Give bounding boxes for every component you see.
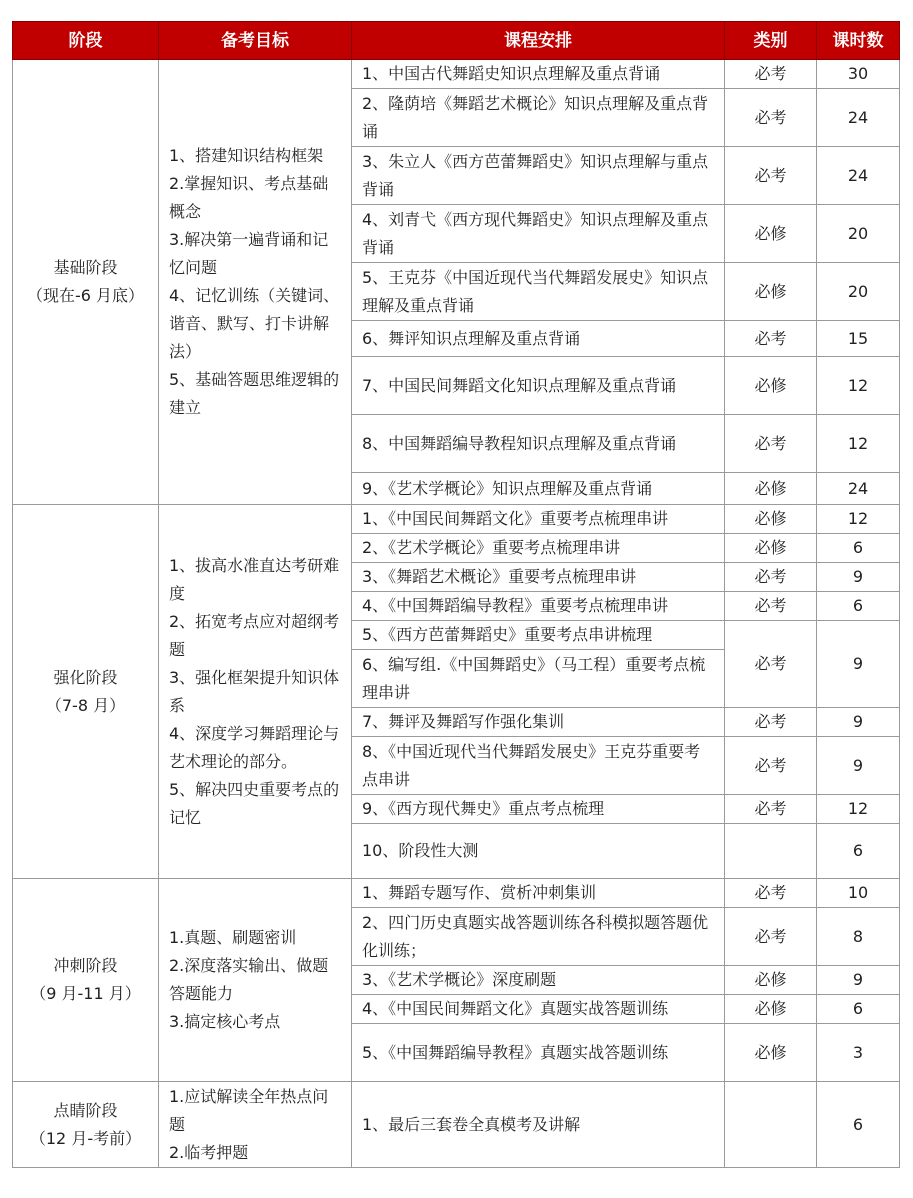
course-hours: 6 xyxy=(817,995,900,1024)
course-name: 1、中国古代舞蹈史知识点理解及重点背诵 xyxy=(352,60,725,89)
course-name: 7、舞评及舞蹈写作强化集训 xyxy=(352,708,725,737)
course-hours: 9 xyxy=(817,563,900,592)
course-name: 1、舞蹈专题写作、赏析冲刺集训 xyxy=(352,879,725,908)
course-category: 必考 xyxy=(725,415,817,473)
table-row xyxy=(13,1082,900,1168)
course-name: 2、《艺术学概论》重要考点梳理串讲 xyxy=(352,534,725,563)
stage-name: 基础阶段 xyxy=(53,258,118,277)
course-hours: 12 xyxy=(817,795,900,824)
course-hours: 20 xyxy=(817,205,900,263)
table-row xyxy=(13,60,900,89)
course-hours: 9 xyxy=(817,966,900,995)
stage-name: 点睛阶段 xyxy=(53,1100,118,1120)
goal-item: 1、搭建知识结构框架 xyxy=(169,146,324,165)
course-category: 必考 xyxy=(725,89,817,147)
course-name: 8、《中国近现代当代舞蹈发展史》王克芬重要考点串讲 xyxy=(352,737,725,795)
course-hours: 6 xyxy=(817,592,900,621)
course-category: 必考 xyxy=(725,879,817,908)
course-hours: 3 xyxy=(817,1024,900,1082)
course-name: 5、《西方芭蕾舞蹈史》重要考点串讲梳理 xyxy=(352,621,725,650)
course-hours: 6 xyxy=(817,824,900,879)
goal-cell xyxy=(159,505,352,879)
goal-item: 3.解决第一遍背诵和记忆问题 xyxy=(169,230,329,277)
course-category: 必考 xyxy=(725,708,817,737)
course-category xyxy=(725,824,817,879)
course-name: 3、《舞蹈艺术概论》重要考点梳理串讲 xyxy=(352,563,725,592)
goal-cell xyxy=(159,879,352,1082)
course-name: 5、王克芬《中国近现代当代舞蹈发展史》知识点理解及重点背诵 xyxy=(352,263,725,321)
goal-item: 4、记忆训练（关键词、谐音、默写、打卡讲解法） xyxy=(169,286,340,361)
course-hours: 12 xyxy=(817,505,900,534)
course-name: 6、舞评知识点理解及重点背诵 xyxy=(352,321,725,357)
course-name: 4、刘青弋《西方现代舞蹈史》知识点理解及重点背诵 xyxy=(352,205,725,263)
course-name: 6、编写组.《中国舞蹈史》（马工程）重要考点梳理串讲 xyxy=(352,650,725,708)
stage-cell xyxy=(13,879,159,1082)
course-category: 必修 xyxy=(725,995,817,1024)
stage-name: 冲刺阶段 xyxy=(53,956,118,975)
table-row xyxy=(13,879,900,908)
course-name: 3、朱立人《西方芭蕾舞蹈史》知识点理解与重点背诵 xyxy=(352,147,725,205)
course-category: 必考 xyxy=(725,563,817,592)
stage-period: （9 月-11 月） xyxy=(30,984,141,1003)
course-category: 必修 xyxy=(725,505,817,534)
course-name: 8、中国舞蹈编导教程知识点理解及重点背诵 xyxy=(352,415,725,473)
course-hours: 30 xyxy=(817,60,900,89)
course-name: 2、隆荫培《舞蹈艺术概论》知识点理解及重点背诵 xyxy=(352,89,725,147)
goal-item: 2.深度落实输出、做题答题能力 xyxy=(169,956,329,1003)
course-category: 必修 xyxy=(725,357,817,415)
goal-item: 1、拔高水准直达考研难度 xyxy=(169,555,340,603)
course-name: 4、《中国民间舞蹈文化》真题实战答题训练 xyxy=(352,995,725,1024)
course-name: 2、四门历史真题实战答题训练各科模拟题答题优化训练； xyxy=(352,908,725,966)
goal-item: 2、拓宽考点应对超纲考题 xyxy=(169,611,340,659)
course-hours: 10 xyxy=(817,879,900,908)
course-hours: 9 xyxy=(817,621,900,708)
stage-cell xyxy=(13,505,159,879)
stage-period: （7-8 月） xyxy=(45,695,126,715)
header-category: 类别 xyxy=(725,22,817,60)
course-category: 必考 xyxy=(725,737,817,795)
goal-item: 2.临考押题 xyxy=(169,1142,249,1162)
course-hours: 6 xyxy=(817,534,900,563)
course-category: 必考 xyxy=(725,592,817,621)
course-category: 必修 xyxy=(725,473,817,505)
course-category: 必考 xyxy=(725,321,817,357)
course-name: 9、《西方现代舞史》重点考点梳理 xyxy=(352,795,725,824)
goal-item: 4、深度学习舞蹈理论与艺术理论的部分。 xyxy=(169,723,340,771)
course-hours: 20 xyxy=(817,263,900,321)
course-name: 1、最后三套卷全真模考及讲解 xyxy=(352,1082,725,1168)
goal-item: 1.应试解读全年热点问题 xyxy=(169,1086,329,1134)
course-hours: 6 xyxy=(817,1082,900,1168)
course-category: 必修 xyxy=(725,1024,817,1082)
header-course: 课程安排 xyxy=(352,22,725,60)
course-category: 必修 xyxy=(725,205,817,263)
header-goal: 备考目标 xyxy=(159,22,352,60)
course-category: 必修 xyxy=(725,534,817,563)
study-plan-table xyxy=(12,21,900,1168)
stage-name: 强化阶段 xyxy=(53,667,118,687)
goal-item: 5、基础答题思维逻辑的建立 xyxy=(169,370,340,417)
goal-item: 2.掌握知识、考点基础概念 xyxy=(169,174,329,221)
course-name: 3、《艺术学概论》深度刷题 xyxy=(352,966,725,995)
goal-cell xyxy=(159,60,352,505)
stage-cell xyxy=(13,60,159,505)
course-name: 4、《中国舞蹈编导教程》重要考点梳理串讲 xyxy=(352,592,725,621)
course-hours: 24 xyxy=(817,89,900,147)
course-hours: 9 xyxy=(817,708,900,737)
header-hours: 课时数 xyxy=(817,22,900,60)
header-stage: 阶段 xyxy=(13,22,159,60)
course-name: 7、中国民间舞蹈文化知识点理解及重点背诵 xyxy=(352,357,725,415)
table-row xyxy=(13,505,900,534)
course-hours: 15 xyxy=(817,321,900,357)
course-category: 必考 xyxy=(725,60,817,89)
course-hours: 12 xyxy=(817,415,900,473)
goal-item: 3、强化框架提升知识体系 xyxy=(169,667,340,715)
goal-item: 5、解决四史重要考点的记忆 xyxy=(169,779,340,827)
stage-cell xyxy=(13,1082,159,1168)
course-name: 9、《艺术学概论》知识点理解及重点背诵 xyxy=(352,473,725,505)
stage-period: （现在-6 月底） xyxy=(26,286,145,305)
course-hours: 9 xyxy=(817,737,900,795)
course-hours: 24 xyxy=(817,147,900,205)
course-hours: 8 xyxy=(817,908,900,966)
course-category: 必考 xyxy=(725,147,817,205)
course-category: 必考 xyxy=(725,908,817,966)
course-category: 必考 xyxy=(725,621,817,708)
course-category: 必修 xyxy=(725,263,817,321)
course-name: 1、《中国民间舞蹈文化》重要考点梳理串讲 xyxy=(352,505,725,534)
course-category: 必修 xyxy=(725,966,817,995)
course-hours: 24 xyxy=(817,473,900,505)
goal-cell xyxy=(159,1082,352,1168)
course-hours: 12 xyxy=(817,357,900,415)
course-name: 5、《中国舞蹈编导教程》真题实战答题训练 xyxy=(352,1024,725,1082)
course-name: 10、阶段性大测 xyxy=(352,824,725,879)
course-category: 必考 xyxy=(725,795,817,824)
header-row xyxy=(13,22,900,60)
stage-period: （12 月-考前） xyxy=(29,1128,142,1148)
goal-item: 3.搞定核心考点 xyxy=(169,1012,281,1031)
goal-item: 1.真题、刷题密训 xyxy=(169,928,297,947)
course-category xyxy=(725,1082,817,1168)
